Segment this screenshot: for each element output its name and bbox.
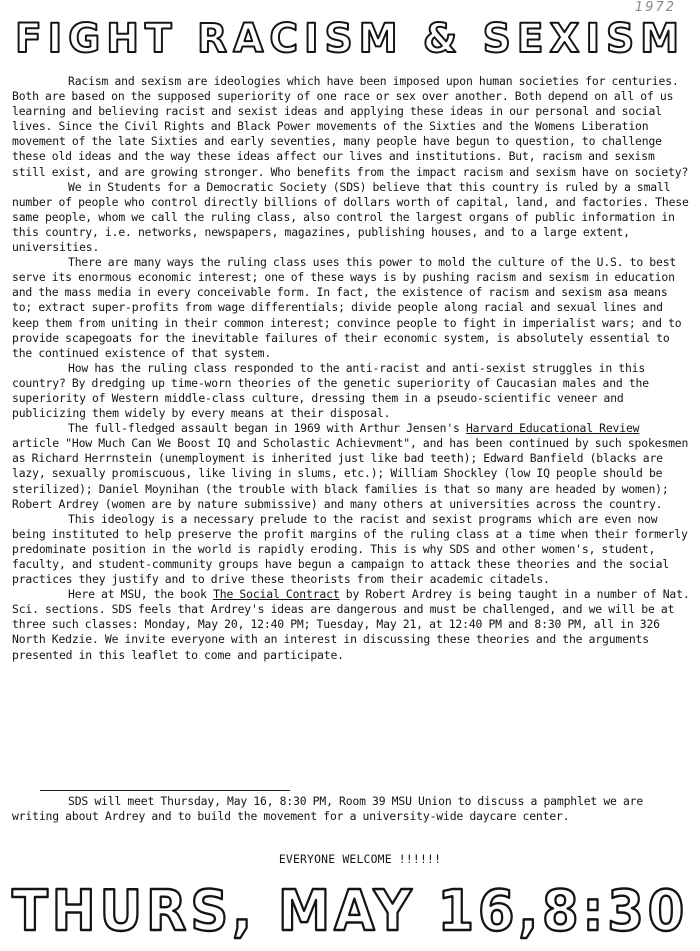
paragraph-text: by Robert Ardrey is being taught in a number of Nat. Sci. sections. SDS feels that Ardrey's ideas are dangerous and must be challenged, and we will be at three such classes: Monday, May 20, 12:40 PM; Tuesday, May 21, at 12:40 PM and 8:30 PM, all in 326 North Kedzie. We invite everyone with an interest in discussing these theories and the arguments presented in this leaflet to come and participate. [12,587,690,662]
paragraph-text: The full-fledged assault began in 1969 with Arthur Jensen's [68,421,466,436]
paragraph-text: Here at MSU, the book [68,587,214,602]
body-paragraph [12,512,690,587]
underlined-title: Harvard Educational Review [465,421,640,436]
paragraph-text: Racism and sexism are ideologies which have been imposed upon human societies for centuries. Both are based on the supposed superiority of one race or sex over another. Both depend on all of us learning and believing racist and sexist ideas and applying these ideas in our personal and social lives. Since the Civil Rights and Black Power movements of the Sixties and the Womens Liberation movement of the late Sixties and early seventies, many people have begun to question, to challenge these old ideas and the way these ideas affect our lives and institutions. But, racism and sexism still exist, and are growing stronger. Who benefits from the impact racism and sexism have on society? [12,74,689,179]
body-paragraph [12,587,690,662]
footer-banner [6,878,694,940]
paragraph-text: There are many ways the ruling class uses this power to mold the culture of the U.S. to best serve its enormous economic interest; one of these ways is by pushing racism and sexism in education and the mass media in every conceivable form. In fact, the existence of racism and sexism asa means to; extract super-profits from wage differentials; divide people along racial and sexual lines and keep them from uniting in their common interest; convince people to fight in imperialist wars; and to provide scapegoats for the inevitable failures of their economic system, is absolutely essential to the continued existence of that system. [12,255,682,360]
headline-text: FIGHT RACISM & SEXISM [15,16,685,62]
meeting-notice-text: SDS will meet Thursday, May 16, 8:30 PM, Room 39 MSU Union to discuss a pamphlet we are writing about Ardrey and to build the movement for a university-wide daycare center. [12,794,644,824]
handwritten-year: 1972 [634,0,676,15]
paragraph-text: How has the ruling class responded to the anti-racist and anti-sexist struggles in this country? By dredging up time-worn theories of the genetic superiority of Caucasian males and the superiority of Western middle-class culture, dressing them in a pseudo-scientific veneer and publicizing them widely by every means at their disposal. [12,360,649,421]
paragraph-text: This ideology is a necessary prelude to the racist and sexist programs which are even now being instituted to help preserve the profit margins of the ruling class at a time when their formerly predominate position in the world is rapidly eroding. This is why SDS and other women's, student, faculty, and student-community groups have begun a campaign to attack these theories and the social practices they justify and to drive these theorists from their academic citadels. [12,511,688,587]
paragraph-text: article "How Much Can We Boost IQ and Scholastic Achievment", and has been continued by such spokesmen as Richard Herrnstein (unemployment is inherited just like bad teeth); Edward Banfield (blacks are lazy, sexually promiscuous, like living in slums, etc.); William Shockley (low IQ people should be sterilized); Daniel Moynihan (the trouble with black families is that so many are headed by women); Robert Ardrey (women are by nature submissive) and many others at universities across the country. [12,436,689,511]
body-paragraph [12,255,690,361]
headline-banner [8,14,692,62]
meeting-notice [12,794,680,824]
underlined-title: The Social Contract [213,587,340,602]
bubble-letter-date [6,878,694,940]
leaflet-body [12,74,690,663]
bubble-letter-headline [8,14,692,62]
paragraph-text: We in Students for a Democratic Society (SDS) believe that this country is ruled by a small number of people who control directly billions of dollars worth of capital, land, and factories. These same people, whom we call the ruling class, also control the largest organs of public information in this country, i.e. networks, newspapers, magazines, publishing houses, and to a large extent, universities. [12,179,689,255]
body-paragraph [12,361,690,421]
welcome-line: EVERYONE WELCOME !!!!!! [278,852,442,866]
footer-date-text: THURS, MAY 16,8:30 [12,879,688,940]
body-paragraph [12,180,690,255]
body-paragraph [12,421,690,512]
body-paragraph [12,74,690,180]
divider-rule [40,790,290,791]
